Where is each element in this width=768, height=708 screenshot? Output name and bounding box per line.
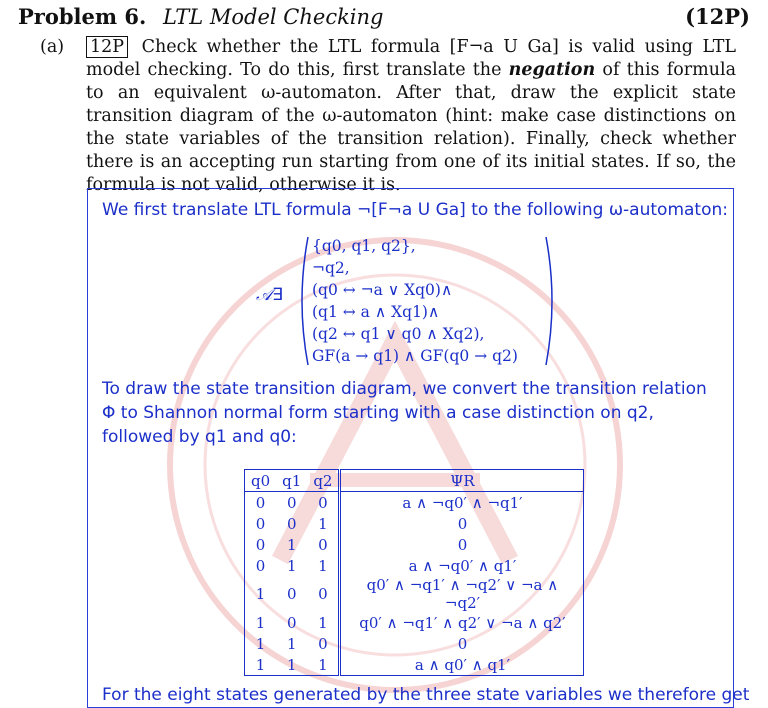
table-cell: a ∧ ¬q0′ ∧ ¬q1′: [340, 492, 584, 514]
text-before: Check whether the LTL formula [F¬a U Ga] is valid using LTL model checking. To do this, first translate the: [86, 37, 736, 80]
table-cell: 0: [286, 493, 297, 512]
table-cell: 1: [307, 654, 340, 676]
automaton-line: (q2 ↔ q1 ∨ q0 ∧ Xq2),: [312, 325, 485, 343]
table-row: [245, 513, 584, 534]
table-cell: 1: [286, 634, 297, 653]
table-cell: 0: [318, 535, 328, 554]
table-cell: a ∧ q0′ ∧ q1′: [340, 654, 584, 676]
table-cell: 0: [340, 534, 584, 555]
table-cell: 0: [286, 613, 297, 632]
automaton-line: (q0 ↔ ¬a ∨ Xq0)∧: [312, 281, 453, 299]
truth-table: [244, 469, 584, 676]
col-header: ΨR: [340, 470, 584, 492]
table-cell: q0′ ∧ ¬q1′ ∧ ¬q2′ ∨ ¬a ∧ ¬q2′: [340, 576, 584, 612]
table-cell: 0: [340, 633, 584, 654]
automaton-lines: [312, 235, 518, 367]
text-after: of this formula to an equivalent ω-automaton. After that, draw the explicit state transition diagram of the ω-automaton (hint: make case distinctions on the state variables of the transition relation). Finally, check whether there is an accepting run starting from one of its initial states. If so, the formula is not valid, otherwise it is.: [86, 60, 736, 195]
left-paren: [294, 235, 310, 367]
problem-header: [18, 4, 750, 30]
emphasis-negation: negation: [508, 60, 596, 80]
points-box: 12P: [86, 36, 128, 58]
problem-number: Problem 6.: [18, 4, 147, 29]
problem-points: (12P): [685, 4, 750, 29]
table-row: [245, 612, 584, 633]
table-cell: 0: [318, 634, 328, 653]
part-a: [40, 36, 736, 197]
automaton-line: GF(a → q1) ∧ GF(q0 → q2): [312, 347, 518, 365]
automaton-definition: [256, 235, 556, 367]
table-cell: 1: [318, 556, 328, 575]
table-cell: 1: [318, 514, 328, 533]
table-cell: 1: [245, 576, 277, 612]
problem-title: LTL Model Checking: [163, 5, 384, 29]
table-cell: 1: [318, 613, 328, 632]
table-row: [245, 576, 584, 612]
table-row: [245, 492, 584, 514]
table-cell: 1: [245, 612, 277, 633]
right-paren: [544, 235, 560, 367]
table-cell: a ∧ ¬q0′ ∧ q1′: [340, 555, 584, 576]
table-cell: 0: [286, 514, 297, 533]
col-header: q0: [245, 470, 277, 492]
part-a-text: [86, 36, 736, 197]
table-cell: 1: [276, 654, 307, 676]
automaton-line: {q0, q1, q2},: [312, 237, 416, 255]
table-cell: 0: [245, 492, 277, 514]
automaton-name: 𝒜∃: [256, 285, 283, 305]
table-cell: 0: [286, 585, 297, 603]
part-label: (a): [40, 37, 65, 57]
col-header: q1: [276, 470, 307, 492]
automaton-line: ¬q2,: [312, 259, 350, 277]
table-cell: 0: [318, 493, 328, 512]
solution-intro: We first translate LTL formula ¬[F¬a U Ga] to the following ω-automaton:: [102, 200, 728, 220]
table-cell: q0′ ∧ ¬q1′ ∧ q2′ ∨ ¬a ∧ q2′: [340, 612, 584, 633]
cutoff-text: For the eight states generated by the three state variables we therefore get: [102, 685, 750, 705]
col-header: q2: [307, 470, 340, 492]
table-cell: 0: [340, 513, 584, 534]
automaton-line: (q1 ↔ a ∧ Xq1)∧: [312, 303, 440, 321]
table-cell: 0: [318, 585, 328, 603]
table-cell: 0: [245, 534, 277, 555]
table-cell: 1: [245, 654, 277, 676]
table-row: [245, 654, 584, 676]
solution-box: [87, 188, 750, 708]
table-row: [245, 534, 584, 555]
transform-explanation: To draw the state transition diagram, we convert the transition relation Φ to Shannon normal form starting with a case distinction on q2, followed by q1 and q0:: [102, 379, 707, 447]
table-cell: 1: [286, 556, 297, 575]
table-row: [245, 555, 584, 576]
table-cell: 1: [286, 535, 297, 554]
table-row: [245, 633, 584, 654]
table-cell: 1: [245, 633, 277, 654]
table-cell: 0: [245, 513, 277, 534]
table-cell: 0: [245, 555, 277, 576]
